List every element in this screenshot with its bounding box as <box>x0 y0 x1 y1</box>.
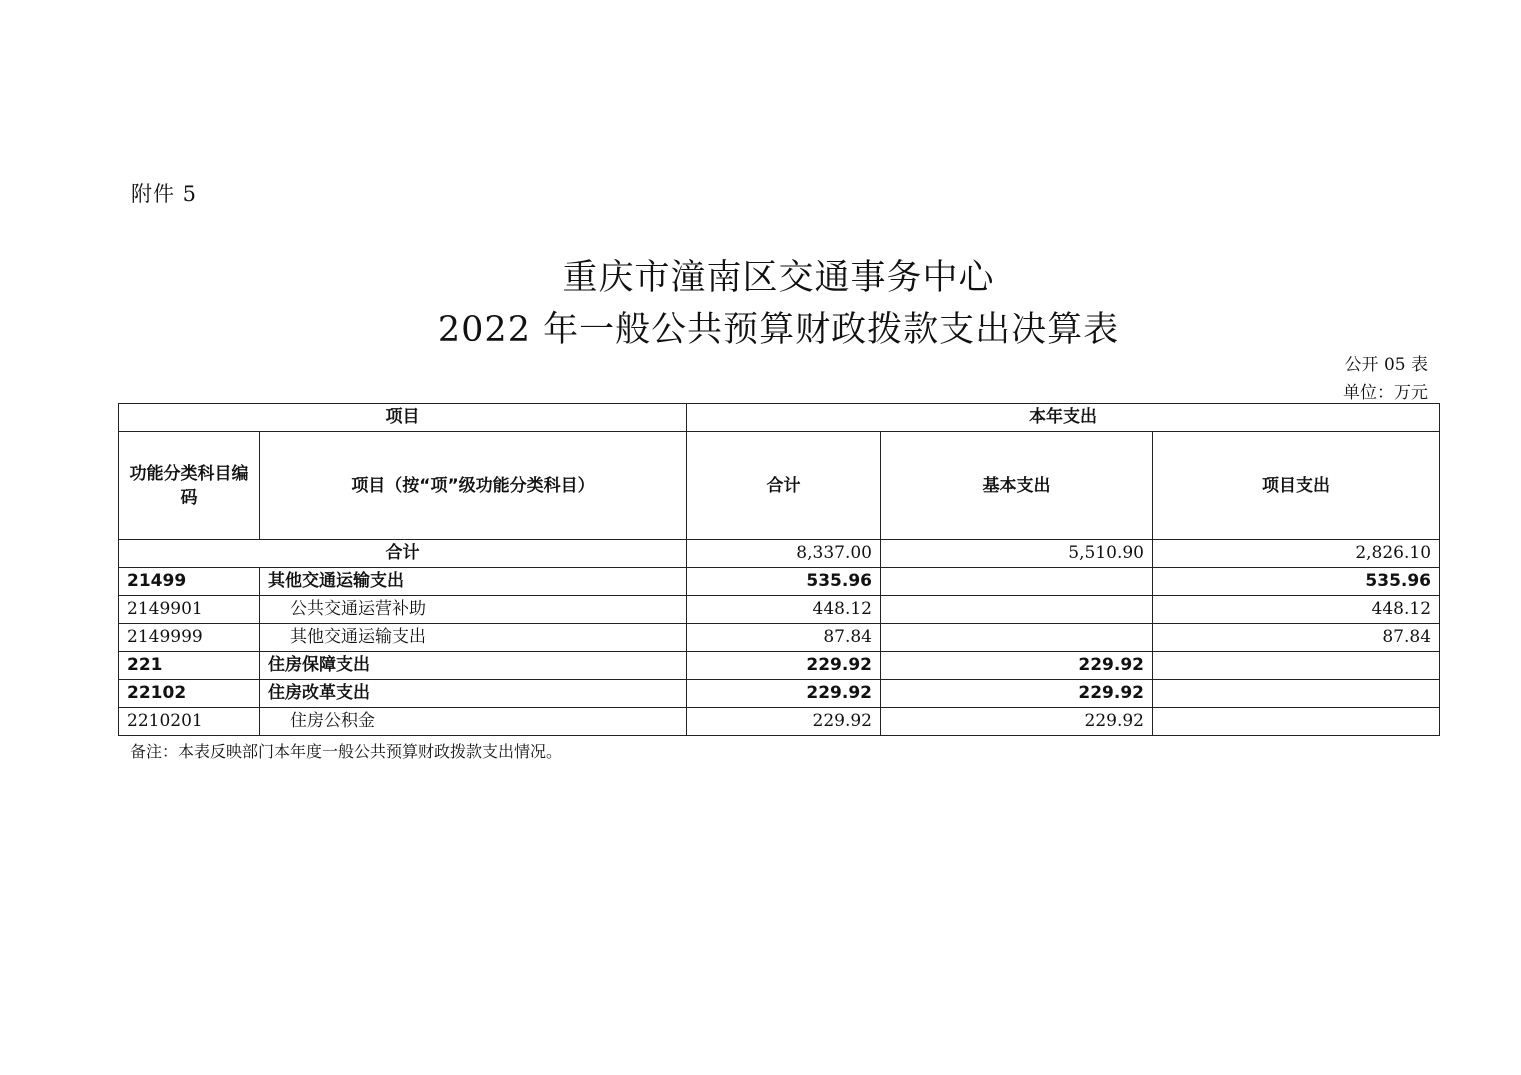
document-title-organization: 重庆市潼南区交通事务中心 <box>562 258 995 298</box>
header-basic: 基本支出 <box>881 432 1153 540</box>
header-row-2 <box>119 432 1440 540</box>
header-current-year: 本年支出 <box>687 404 1440 432</box>
row-code: 2149901 <box>119 596 260 624</box>
header-project-expenditure: 项目支出 <box>1153 432 1440 540</box>
row-name: 其他交通运输支出 <box>260 624 687 652</box>
row-total: 229.92 <box>687 652 881 680</box>
row-project-expenditure: 448.12 <box>1153 596 1440 624</box>
unit-label: 单位：万元 <box>1343 383 1428 403</box>
row-basic: 229.92 <box>881 680 1153 708</box>
total-sum: 8,337.00 <box>687 540 881 568</box>
document-title-report: 2022 年一般公共预算财政拨款支出决算表 <box>437 310 1120 350</box>
row-code: 221 <box>119 652 260 680</box>
table-note: 备注：本表反映部门本年度一般公共预算财政拨款支出情况。 <box>130 742 563 761</box>
row-project-expenditure <box>1153 680 1440 708</box>
row-basic: 229.92 <box>881 652 1153 680</box>
table-row <box>119 596 1440 624</box>
row-name: 公共交通运营补助 <box>260 596 687 624</box>
row-code: 21499 <box>119 568 260 596</box>
total-basic: 5,510.90 <box>881 540 1153 568</box>
row-project-expenditure: 535.96 <box>1153 568 1440 596</box>
header-total: 合计 <box>687 432 881 540</box>
header-item: 项目（按“项”级功能分类科目） <box>260 432 687 540</box>
row-basic <box>881 596 1153 624</box>
table-row <box>119 568 1440 596</box>
row-total: 87.84 <box>687 624 881 652</box>
table-row <box>119 652 1440 680</box>
form-number: 公开 05 表 <box>1344 355 1428 375</box>
row-code: 2149999 <box>119 624 260 652</box>
row-basic: 229.92 <box>881 708 1153 736</box>
row-name: 其他交通运输支出 <box>260 568 687 596</box>
total-row <box>119 540 1440 568</box>
row-code: 2210201 <box>119 708 260 736</box>
total-label: 合计 <box>119 540 687 568</box>
header-project: 项目 <box>119 404 687 432</box>
row-name: 住房改革支出 <box>260 680 687 708</box>
expenditure-table <box>118 403 1440 736</box>
table-row <box>119 624 1440 652</box>
table-row <box>119 708 1440 736</box>
row-total: 229.92 <box>687 680 881 708</box>
row-total: 448.12 <box>687 596 881 624</box>
table-row <box>119 680 1440 708</box>
header-code: 功能分类科目编码 <box>119 432 260 540</box>
row-basic <box>881 624 1153 652</box>
row-code: 22102 <box>119 680 260 708</box>
header-row-1 <box>119 404 1440 432</box>
row-name: 住房公积金 <box>260 708 687 736</box>
total-project-expenditure: 2,826.10 <box>1153 540 1440 568</box>
attachment-label: 附件 5 <box>131 182 198 206</box>
row-basic <box>881 568 1153 596</box>
row-project-expenditure: 87.84 <box>1153 624 1440 652</box>
row-total: 535.96 <box>687 568 881 596</box>
row-project-expenditure <box>1153 652 1440 680</box>
row-name: 住房保障支出 <box>260 652 687 680</box>
row-project-expenditure <box>1153 708 1440 736</box>
row-total: 229.92 <box>687 708 881 736</box>
